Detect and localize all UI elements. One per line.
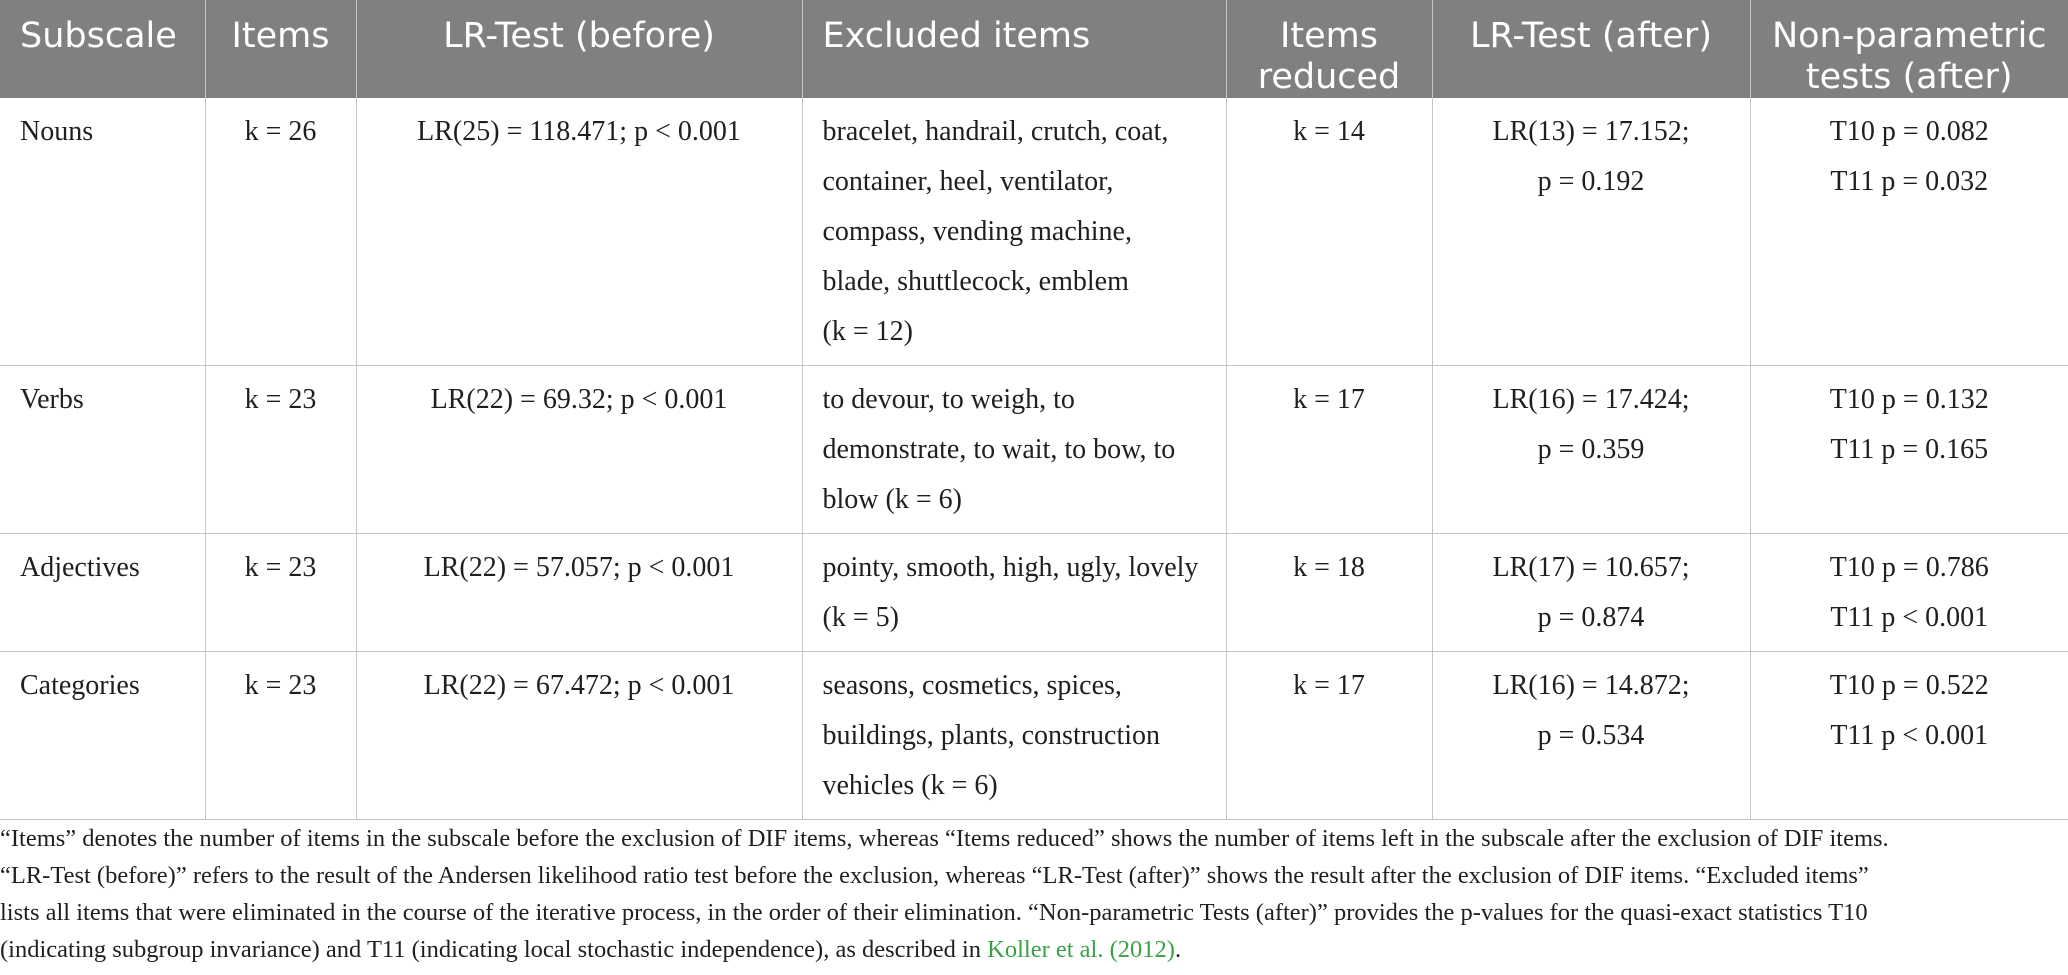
cell-items: k = 23: [205, 366, 356, 534]
cell-excluded-items: to devour, to weigh, to demonstrate, to wait, to bow, to blow (k = 6): [802, 366, 1226, 534]
table-footnote: [0, 820, 2060, 968]
cell-subscale: Adjectives: [0, 534, 205, 652]
cell-items-reduced: k = 14: [1226, 98, 1432, 366]
table-row: [0, 652, 2068, 820]
footnote-line: lists all items that were eliminated in the course of the iterative process, in the order of their elimination. “Non-parametric Tests (after)” provides the p-values for the quasi-exact statistics T10: [0, 899, 1868, 926]
cell-lr-before: LR(22) = 57.057; p < 0.001: [356, 534, 802, 652]
cell-lr-before: LR(25) = 118.471; p < 0.001: [356, 98, 802, 366]
header-nonparametric: Non-parametric tests (after): [1750, 0, 2068, 98]
header-excluded-items: Excluded items: [802, 0, 1226, 98]
cell-nonparametric: T10 p = 0.082 T11 p = 0.032: [1750, 98, 2068, 366]
header-items-reduced: Items reduced: [1226, 0, 1432, 98]
header-lr-before: LR-Test (before): [356, 0, 802, 98]
cell-lr-after: LR(17) = 10.657; p = 0.874: [1432, 534, 1750, 652]
table-header-row: [0, 0, 2068, 98]
cell-subscale: Verbs: [0, 366, 205, 534]
cell-excluded-items: pointy, smooth, high, ugly, lovely (k = 5): [802, 534, 1226, 652]
table-row: [0, 366, 2068, 534]
cell-lr-after: LR(13) = 17.152; p = 0.192: [1432, 98, 1750, 366]
cell-excluded-items: seasons, cosmetics, spices, buildings, plants, construction vehicles (k = 6): [802, 652, 1226, 820]
cell-lr-after: LR(16) = 14.872; p = 0.534: [1432, 652, 1750, 820]
cell-excluded-items: bracelet, handrail, crutch, coat, container, heel, ventilator, compass, vending machine, blade, shuttlecock, emblem (k = 12): [802, 98, 1226, 366]
cell-items: k = 23: [205, 652, 356, 820]
cell-lr-before: LR(22) = 67.472; p < 0.001: [356, 652, 802, 820]
cell-subscale: Categories: [0, 652, 205, 820]
cell-nonparametric: T10 p = 0.786 T11 p < 0.001: [1750, 534, 2068, 652]
cell-items-reduced: k = 17: [1226, 366, 1432, 534]
footnote-line: “Items” denotes the number of items in the subscale before the exclusion of DIF items, whereas “Items reduced” shows the number of items left in the subscale after the exclusion of DIF items.: [0, 825, 1889, 852]
header-items: Items: [205, 0, 356, 98]
footnote-line: “LR-Test (before)” refers to the result of the Andersen likelihood ratio test before the exclusion, whereas “LR-Test (after)” shows the result after the exclusion of DIF items. “Excluded items”: [0, 862, 1869, 889]
cell-lr-before: LR(22) = 69.32; p < 0.001: [356, 366, 802, 534]
cell-nonparametric: T10 p = 0.522 T11 p < 0.001: [1750, 652, 2068, 820]
header-lr-after: LR-Test (after): [1432, 0, 1750, 98]
cell-lr-after: LR(16) = 17.424; p = 0.359: [1432, 366, 1750, 534]
cell-items: k = 23: [205, 534, 356, 652]
citation-link[interactable]: Koller et al. (2012): [987, 936, 1175, 963]
cell-items-reduced: k = 17: [1226, 652, 1432, 820]
cell-nonparametric: T10 p = 0.132 T11 p = 0.165: [1750, 366, 2068, 534]
table-row: [0, 534, 2068, 652]
header-subscale: Subscale: [0, 0, 205, 98]
footnote-line: (indicating subgroup invariance) and T11 (indicating local stochastic independence), as described in Koller et al. (2012).: [0, 936, 1182, 963]
cell-items: k = 26: [205, 98, 356, 366]
cell-items-reduced: k = 18: [1226, 534, 1432, 652]
cell-subscale: Nouns: [0, 98, 205, 366]
table-row: [0, 98, 2068, 366]
